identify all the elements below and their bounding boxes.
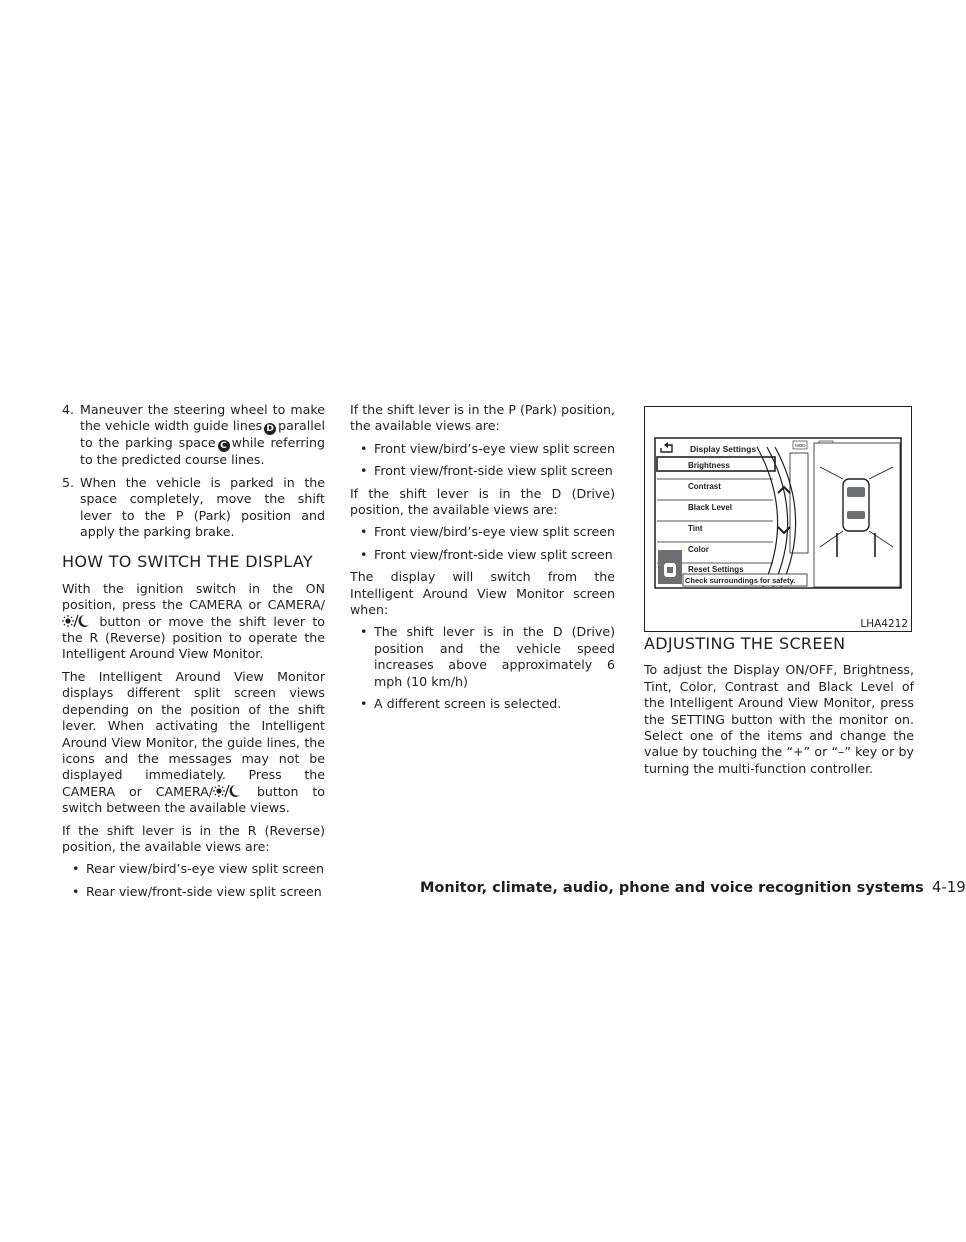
menu-item-contrast[interactable]: Contrast bbox=[688, 482, 721, 491]
list-item: • A different screen is selected. bbox=[360, 696, 562, 712]
list-item: • Front view/front-side view split screen bbox=[360, 463, 613, 479]
day-night-icon bbox=[62, 614, 92, 628]
back-arrow-icon bbox=[661, 442, 672, 452]
display-settings-screen bbox=[645, 407, 911, 631]
scroll-down-icon[interactable] bbox=[778, 527, 790, 533]
page-number: 4-19 bbox=[931, 878, 966, 896]
safety-warning: Check surroundings for safety. bbox=[685, 576, 796, 585]
paragraph-ignition: With the ignition switch in the ON position, press the CAMERA or CAMERA/ button or move the shift lever to the R (Reverse) position to operate the Intelligent Around View Monitor. bbox=[62, 580, 325, 662]
page-footer bbox=[420, 878, 966, 896]
column-left bbox=[62, 402, 325, 906]
mod-label: MOD bbox=[795, 443, 806, 448]
list-item: • Rear view/bird’s-eye view split screen bbox=[72, 861, 324, 877]
paragraph-split-views: The Intelligent Around View Monitor displays different split screen views depending on the position of the shift lever. When activating the Intelligent Around View Monitor, the guide lines, the icons and the messages may not be displayed immediately. Press the CAMERA or CAMERA/ button to switch between the available views. bbox=[62, 668, 325, 816]
figure-label: LHA4212 bbox=[860, 618, 908, 630]
list-item: • Front view/front-side view split screen bbox=[360, 546, 613, 562]
paragraph-drive: If the shift lever is in the D (Drive) position, the available views are: bbox=[350, 485, 615, 518]
paragraph-reverse: If the shift lever is in the R (Reverse) position, the available views are: bbox=[62, 822, 325, 854]
display-settings-figure bbox=[644, 406, 912, 632]
menu-item-black-level[interactable]: Black Level bbox=[688, 503, 733, 512]
heading-switch-display: HOW TO SWITCH THE DISPLAY bbox=[62, 552, 313, 572]
list-item: • Front view/bird’s-eye view split screen bbox=[360, 524, 615, 540]
menu-item-tint[interactable]: Tint bbox=[688, 524, 703, 533]
paragraph-park: If the shift lever is in the P (Park) position, the available views are: bbox=[350, 402, 615, 434]
step-4: 4. Maneuver the steering wheel to make the vehicle width guide lines D parallel to the parking space C while referring to the predicted course lines. bbox=[62, 402, 325, 468]
callout-d-icon: D bbox=[264, 423, 276, 435]
paragraph-adjusting: To adjust the Display ON/OFF, Brightness, Tint, Color, Contrast and Black Level of the Intelligent Around View Monitor, press the SETTING button with the monitor on. Select one of the items and change the value by touching the “+” or “–” key or by turning the multi-function controller. bbox=[644, 662, 914, 776]
section-title: Monitor, climate, audio, phone and voice recognition systems bbox=[420, 880, 924, 896]
menu-item-color[interactable]: Color bbox=[688, 545, 709, 554]
step-5: 5. When the vehicle is parked in the space completely, move the shift lever to the P (Park) position and apply the parking brake. bbox=[62, 474, 325, 540]
column-middle bbox=[350, 402, 615, 719]
menu-item-brightness[interactable]: Brightness bbox=[688, 461, 730, 470]
settings-title: Display Settings bbox=[690, 444, 757, 454]
list-item: • The shift lever is in the D (Drive) position and the vehicle speed increases above approximately 6 mph (10 km/h) bbox=[360, 624, 615, 689]
callout-c-icon: C bbox=[218, 440, 230, 452]
menu-item-reset-settings[interactable]: Reset Settings bbox=[688, 565, 744, 574]
list-item: • Rear view/front-side view split screen bbox=[72, 883, 322, 899]
column-right bbox=[644, 636, 914, 783]
paragraph-switch-when: The display will switch from the Intelligent Around View Monitor screen when: bbox=[350, 569, 615, 618]
list-item: • Front view/bird’s-eye view split screen bbox=[360, 440, 615, 456]
day-night-icon bbox=[213, 784, 243, 798]
heading-adjusting-screen: ADJUSTING THE SCREEN bbox=[644, 634, 846, 653]
